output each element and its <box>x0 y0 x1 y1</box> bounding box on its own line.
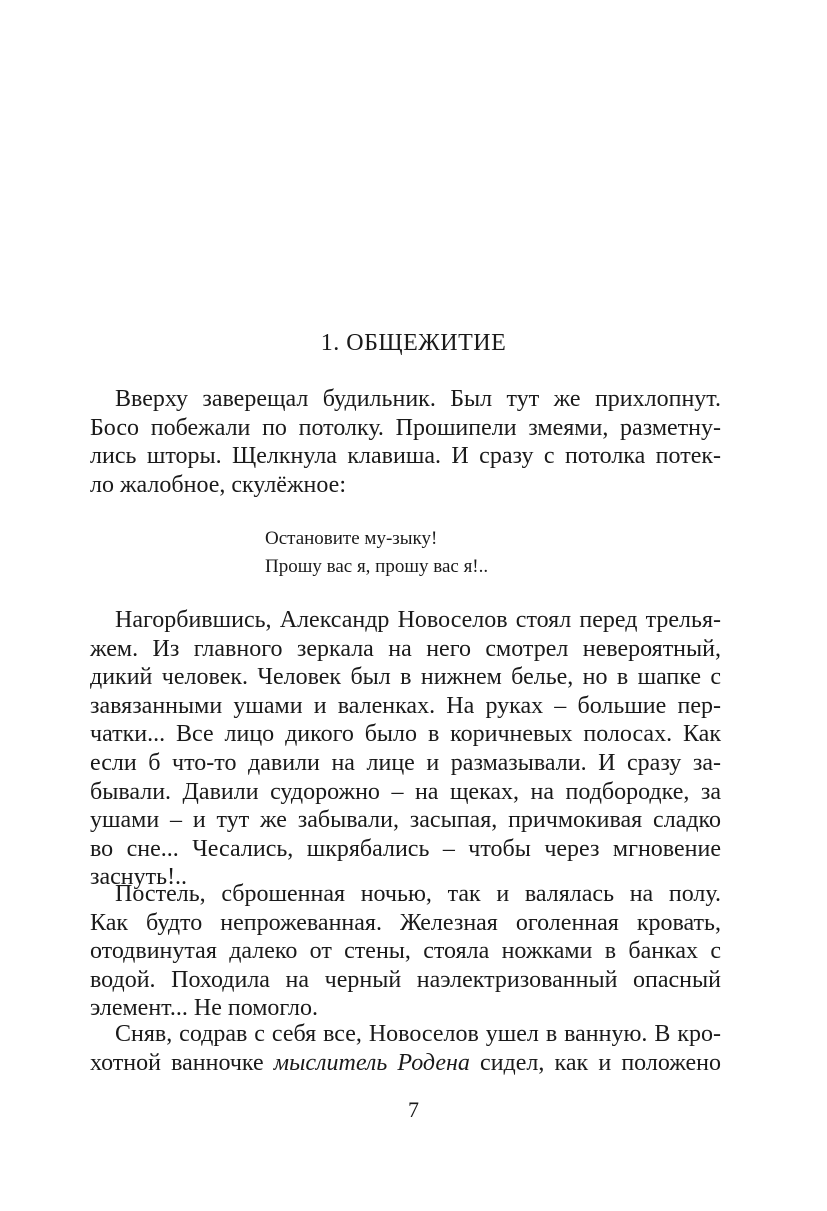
text-line: заснуть!.. <box>90 864 188 891</box>
text-line: элемент... Не помогло. <box>90 995 319 1022</box>
epigraph-line: Прошу вас я, прошу вас я!.. <box>265 556 489 577</box>
text-line: Нагорбившись, Александр Новоселов стоял перед трелья- <box>115 607 721 633</box>
paragraph-4 <box>90 1020 721 1077</box>
text-line <box>90 1049 721 1078</box>
text-line: дикий человек. Человек был в нижнем белье, но в шапке с <box>90 664 721 691</box>
page-number: 7 <box>408 1097 419 1122</box>
text-line: бывали. Давили судорожно – на щеках, на подбородке, за <box>90 778 721 805</box>
text-line: Постель, сброшенная ночью, так и валялась на полу. <box>115 881 721 907</box>
text-line: завязанными ушами и валенках. На руках – большие пер- <box>90 692 721 719</box>
song-epigraph <box>265 525 488 581</box>
paragraph-3 <box>90 880 721 1023</box>
text-fragment: сидел, как и положено <box>469 1049 721 1076</box>
italic-title: мыслитель Родена <box>273 1049 470 1076</box>
text-line: чатки... Все лицо дикого было в коричневых полосах. Как <box>90 721 721 748</box>
text-line: отодвинутая далеко от стены, стояла ножками в банках с <box>90 938 721 965</box>
text-line: если б что-то давили на лице и размазывали. И сразу за- <box>90 749 721 776</box>
text-line: Сняв, содрав с себя все, Новоселов ушел в ванную. В кро- <box>115 1021 721 1047</box>
paragraph-2 <box>90 606 721 892</box>
epigraph-line: Остановите му-зыку! <box>265 528 438 549</box>
chapter-title: 1. ОБЩЕЖИТИЕ <box>320 330 507 356</box>
text-line: Босо побежали по потолку. Прошипели змеями, разметну- <box>90 414 721 441</box>
text-line: во сне... Чесались, шкрябались – чтобы через мгновение <box>90 835 721 862</box>
text-line: водой. Походила на черный наэлектризованный опасный <box>90 966 721 993</box>
text-fragment: хотной ванночке <box>90 1049 274 1076</box>
text-line: жем. Из главного зеркала на него смотрел невероятный, <box>90 635 721 662</box>
paragraph-1 <box>90 385 721 499</box>
text-line: ло жалобное, скулёжное: <box>90 471 346 498</box>
text-line: ушами – и тут же забывали, засыпая, причмокивая сладко <box>90 807 721 834</box>
text-line: лись шторы. Щелкнула клавиша. И сразу с потолка потек- <box>90 443 721 470</box>
text-line: Вверху заверещал будильник. Был тут же прихлопнут. <box>115 386 721 412</box>
text-line: Как будто непрожеванная. Железная оголенная кровать, <box>90 909 721 936</box>
